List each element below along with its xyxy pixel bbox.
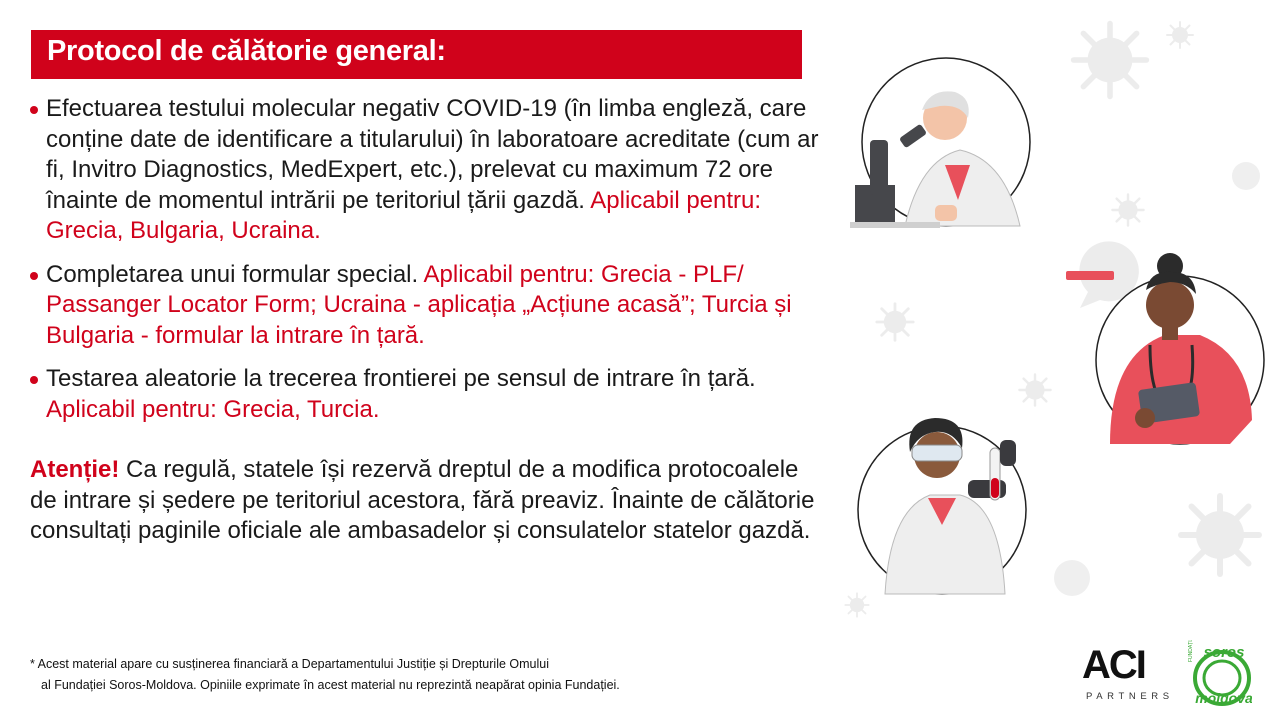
attention-label: Atenție! bbox=[30, 456, 120, 483]
bullet-icon bbox=[30, 272, 38, 280]
bullet-text: Efectuarea testului molecular negativ COVID-19 (în limba engleză, care conține date de identificare a titularului) în laboratoare acreditate (cum ar fi, Invitro Diagnostics, MedExpert, etc.), prelevat cu maximum 72 ore înainte de momentul intrării pe teritoriul țării gazdă. bbox=[46, 95, 819, 214]
virus-icon bbox=[1181, 496, 1259, 574]
virus-icon bbox=[1019, 374, 1050, 405]
scientist-illustration bbox=[850, 58, 1030, 228]
virus-icon bbox=[1074, 24, 1147, 97]
list-item bbox=[30, 364, 820, 425]
medical-illustrations bbox=[830, 0, 1280, 640]
bullet-highlight: Aplicabil pentru: Grecia - PLF/ Passanger Locator Form; Ucraina - aplicația „Acțiune acasă”; Turcia și Bulgaria - formular la intrare în țară. bbox=[46, 260, 792, 349]
attention-note bbox=[30, 455, 820, 547]
bullet-icon bbox=[30, 106, 38, 114]
footnote bbox=[30, 654, 620, 696]
virus-icon bbox=[1167, 22, 1193, 48]
bullet-text: Completarea unui formular special. bbox=[46, 260, 419, 288]
virus-icon bbox=[1112, 194, 1143, 225]
aci-logo-text: ACI bbox=[1082, 643, 1145, 687]
soros-logo-bottom: moldova bbox=[1195, 690, 1252, 706]
list-item bbox=[30, 260, 820, 352]
aci-logo-subtext: PARTNERS bbox=[1086, 691, 1174, 702]
lab-technician-illustration bbox=[858, 418, 1026, 594]
virus-icon bbox=[877, 304, 913, 340]
bullet-text: Testarea aleatorie la trecerea frontierei pe sensul de intrare în țară. bbox=[46, 365, 756, 392]
protocol-list bbox=[30, 94, 820, 438]
soros-logo-mark bbox=[1186, 640, 1252, 708]
list-item bbox=[30, 94, 820, 247]
page-title: Protocol de călătorie general: bbox=[31, 30, 802, 79]
bullet-highlight: Aplicabil pentru: Grecia, Turcia. bbox=[46, 395, 380, 423]
soros-moldova-logo bbox=[1186, 640, 1252, 708]
soros-logo-side: FUNDAȚIA bbox=[1188, 640, 1194, 662]
footnote-line: * Acest material apare cu susținerea financiară a Departamentului Justiție și Drepturile Omului bbox=[30, 657, 549, 671]
soros-logo-top: soros bbox=[1203, 644, 1245, 661]
bullet-icon bbox=[30, 376, 38, 384]
footnote-line: al Fundației Soros-Moldova. Opiniile exprimate în acest material nu reprezintă neapărat opinia Fundației. bbox=[41, 678, 620, 692]
virus-icon bbox=[845, 593, 868, 616]
aci-partners-logo bbox=[1082, 643, 1174, 703]
bullet-highlight: Aplicabil pentru: Grecia, Bulgaria, Ucraina. bbox=[46, 186, 762, 244]
attention-text: Ca regulă, statele își rezervă dreptul de a modifica protocoalele de intrare și ședere pe teritoriul acestora, fără preaviz. Înainte de călătorie consultați paginile oficiale ale ambasadelor și consulatelor statelor gazdă. bbox=[30, 456, 815, 544]
